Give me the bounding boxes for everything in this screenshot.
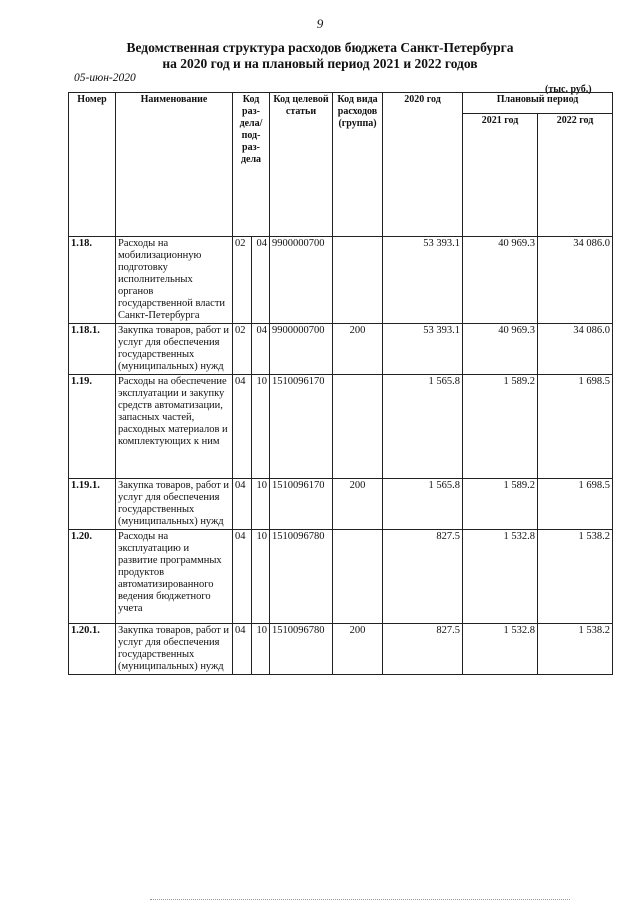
row-number: 1.20.1. [69,624,116,675]
row-name: Расходы на обеспечение эксплуатации и закупку средств автоматизации, запасных частей, расходных материалов и комплектующих к ним [116,375,233,479]
row-amount-2020: 53 393.1 [383,324,463,375]
row-subsection: 10 [252,375,270,479]
row-amount-2021: 40 969.3 [463,324,538,375]
row-name: Расходы на эксплуатацию и развитие программных продуктов автоматизированного ведения бюджетного учета [116,530,233,624]
row-target-code: 1510096780 [270,530,333,624]
document-date: 05-июн-2020 [74,72,136,84]
row-name: Закупка товаров, работ и услуг для обеспечения государственных (муниципальных) нужд [116,324,233,375]
row-target-code: 9900000700 [270,324,333,375]
row-amount-2021: 1 589.2 [463,479,538,530]
row-section: 04 [233,530,252,624]
table-row [69,479,613,530]
row-subsection: 04 [252,237,270,324]
row-subsection: 10 [252,530,270,624]
row-amount-2020: 1 565.8 [383,479,463,530]
row-subsection: 10 [252,479,270,530]
row-target-code: 1510096780 [270,624,333,675]
budget-table [68,92,613,675]
units-label: (тыс. руб.) [545,84,592,95]
row-amount-2021: 1 532.8 [463,530,538,624]
row-number: 1.18.1. [69,324,116,375]
header-target: Код целевой статьи [270,93,333,237]
row-amount-2021: 40 969.3 [463,237,538,324]
row-amount-2022: 1 538.2 [538,624,613,675]
row-name: Закупка товаров, работ и услуг для обеспечения государственных (муниципальных) нужд [116,624,233,675]
header-2022: 2022 год [538,114,613,237]
table-row [69,375,613,479]
row-expense-group: 200 [333,624,383,675]
row-amount-2020: 827.5 [383,530,463,624]
table-row [69,237,613,324]
row-subsection: 10 [252,624,270,675]
row-expense-group: 200 [333,324,383,375]
row-amount-2021: 1 532.8 [463,624,538,675]
row-expense-group [333,375,383,479]
row-expense-group [333,237,383,324]
row-section: 02 [233,237,252,324]
header-planned-period: Плановый период [463,93,613,114]
row-amount-2022: 1 698.5 [538,375,613,479]
row-number: 1.18. [69,237,116,324]
header-name: Наименование [116,93,233,237]
row-amount-2021: 1 589.2 [463,375,538,479]
document-title [0,40,640,72]
row-name: Расходы на мобилизационную подготовку исполнительных органов государственной власти Санкт-Петербурга [116,237,233,324]
row-amount-2022: 1 538.2 [538,530,613,624]
table-row [69,324,613,375]
header-section: Код раз-дела/ под-раз-дела [233,93,270,237]
header-2020: 2020 год [383,93,463,237]
header-expense-type: Код вида расходов (группа) [333,93,383,237]
title-line-1: Ведомственная структура расходов бюджета Санкт-Петербурга [126,40,514,55]
row-target-code: 9900000700 [270,237,333,324]
row-section: 04 [233,375,252,479]
row-amount-2020: 827.5 [383,624,463,675]
row-section: 04 [233,479,252,530]
header-number: Номер [69,93,116,237]
row-amount-2022: 34 086.0 [538,324,613,375]
title-line-2: на 2020 год и на плановый период 2021 и 2022 годов [162,56,478,71]
row-number: 1.19.1. [69,479,116,530]
footer-divider [150,899,570,901]
row-number: 1.19. [69,375,116,479]
row-target-code: 1510096170 [270,479,333,530]
row-subsection: 04 [252,324,270,375]
row-amount-2022: 34 086.0 [538,237,613,324]
row-amount-2022: 1 698.5 [538,479,613,530]
row-section: 02 [233,324,252,375]
row-number: 1.20. [69,530,116,624]
row-amount-2020: 1 565.8 [383,375,463,479]
header-row [69,93,613,114]
row-target-code: 1510096170 [270,375,333,479]
row-expense-group [333,530,383,624]
header-2021: 2021 год [463,114,538,237]
table-row [69,530,613,624]
row-expense-group: 200 [333,479,383,530]
table-row [69,624,613,675]
row-name: Закупка товаров, работ и услуг для обеспечения государственных (муниципальных) нужд [116,479,233,530]
page-number: 9 [316,16,324,31]
row-section: 04 [233,624,252,675]
row-amount-2020: 53 393.1 [383,237,463,324]
